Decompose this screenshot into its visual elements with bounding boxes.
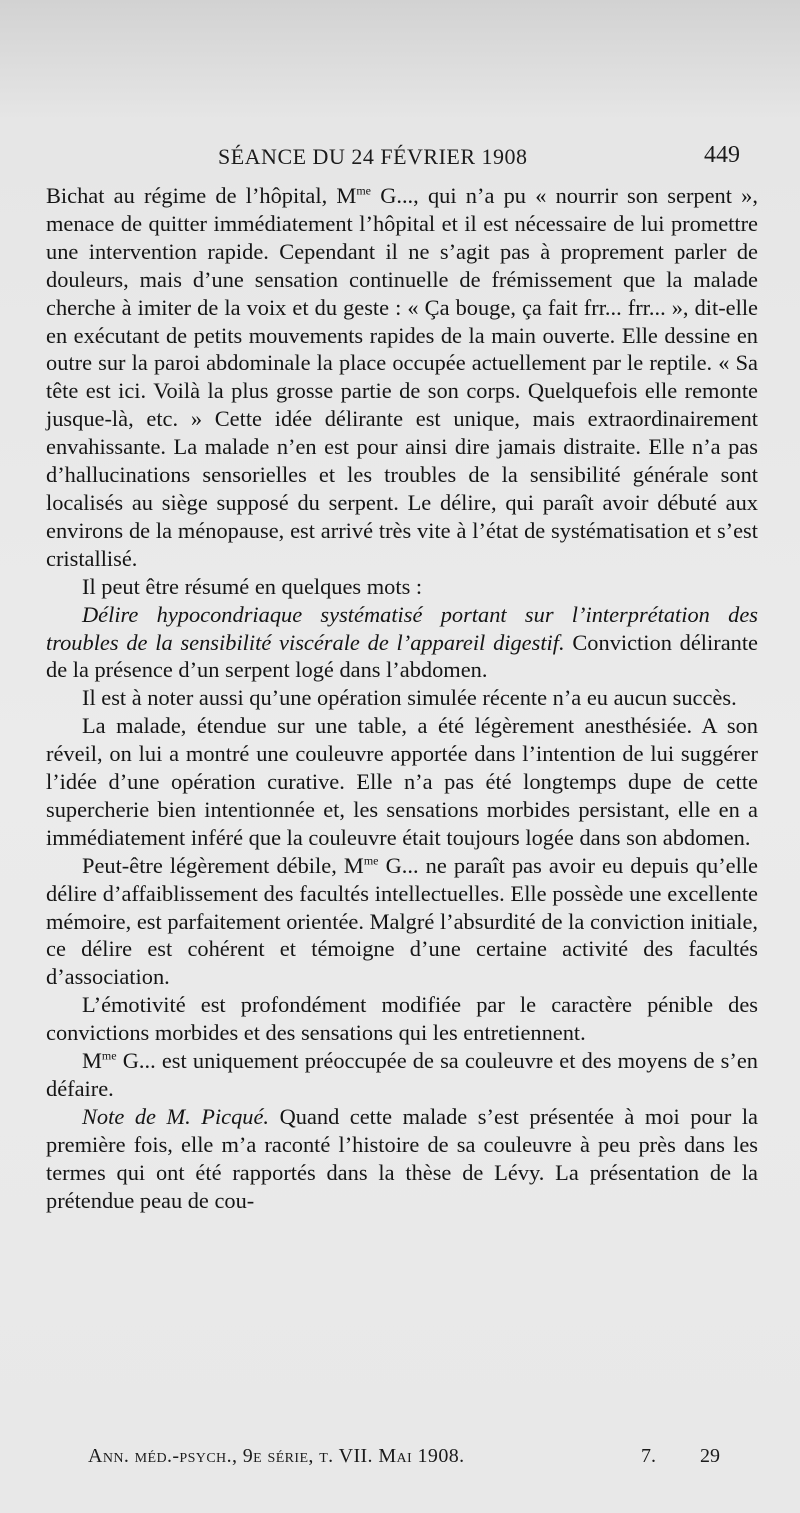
text-segment: Quand cette malade s’est présentée à moi pour la première fois, elle m’a raconté l’histoire de sa couleuvre à peu près dans les termes qui ont été rapportés dans la thèse de Lévy. La présentation de la prétendue peau de cou- <box>46 1103 758 1213</box>
text-segment: Il est à noter aussi qu’une opération simulée récente n’a eu aucun succès. <box>82 685 737 711</box>
paragraph <box>46 712 758 852</box>
paragraph <box>46 1103 758 1215</box>
signature-mark: 7. <box>641 1445 656 1467</box>
journal-citation: Ann. méd.-psych., 9e série, t. VII. Mai 1908. <box>88 1445 465 1467</box>
text-segment: La malade, étendue sur une table, a été légèrement anesthésiée. A son réveil, on lui a montré une couleuvre apportée dans l’intention de lui suggérer l’idée d’une opération curative. Elle n’a pas été longtemps dupe de cette supercherie bien intentionnée et, les sensations morbides persistant, elle en a immédiatement inféré que la couleuvre était toujours logée dans son abdomen. <box>46 713 758 850</box>
text-segment: G... est uniquement préoccupée de sa couleuvre et des moyens de s’en défaire. <box>46 1048 758 1101</box>
page-header <box>218 140 740 174</box>
text-segment: Conviction délirante de la présence d’un serpent logé dans l’abdomen. <box>46 629 758 683</box>
superscript-text: me <box>363 853 379 868</box>
text-segment: Il peut être résumé en quelques mots : <box>82 573 423 599</box>
italic-text: Note de M. Picqué. <box>82 1103 270 1129</box>
sheet-number: 29 <box>700 1445 720 1467</box>
page-footer <box>88 1445 720 1475</box>
text-segment: G... ne paraît pas avoir eu depuis qu’elle délire d’affaiblissement des facultés intellectuelles. Elle possède une excellente mémoire, est parfaitement orientée. Malgré l’absurdité de la conviction initiale, ce délire est cohérent et témoigne d’une certaine activité des facultés d’association. <box>46 852 758 990</box>
paragraph <box>46 601 758 685</box>
text-segment: G..., qui n’a pu « nourrir son serpent », menace de quitter immédiatement l’hôpital et il est nécessaire de lui promettre une intervention rapide. Cependant il ne s’agit pas à proprement parler de douleurs, mais d’une sensation continuelle de frémissement que la malade cherche à imiter de la voix et du geste : « Ça bouge, ça fait frr... frr... », dit-elle en exécutant de petits mouvements rapides de la main ouverte. Elle dessine en outre sur la paroi abdominale la place occupée actuellement par le reptile. « Sa tête est ici. Voilà la plus grosse partie de son corps. Quelquefois elle remonte jusque-là, etc. » Cette idée délirante est unique, mais extraordinairement envahissante. La malade n’en est pour ainsi dire jamais distraite. Elle n’a pas d’hallucinations sensorielles et les troubles de la sensibilité générale sont localisés au siège supposé du serpent. Le délire, qui paraît avoir débuté aux environs de la ménopause, est arrivé très vite à l’état de systématisation et s’est cristallisé. <box>46 183 758 571</box>
body-text <box>46 182 758 1215</box>
paragraph <box>46 1047 758 1103</box>
paragraph <box>46 684 758 712</box>
running-title: SÉANCE DU 24 FÉVRIER 1908 <box>218 144 528 169</box>
superscript-text: me <box>356 183 371 198</box>
text-segment: Bichat au régime de l’hôpital, M <box>46 183 357 208</box>
paragraph <box>46 852 758 992</box>
paragraph <box>46 573 758 601</box>
superscript-text: me <box>101 1048 117 1063</box>
italic-text: Délire hypocondriaque systématisé portant sur l’interprétation des troubles de la sensibilité viscérale de l’appareil digestif. <box>46 601 758 655</box>
text-segment: L’émotivité est profondément modifiée par le caractère pénible des convictions morbides et des sensations qui les entretiennent. <box>46 992 758 1046</box>
page-number: 449 <box>704 142 740 168</box>
paragraph <box>46 991 758 1047</box>
text-segment: Peut-être légèrement débile, M <box>82 852 364 878</box>
paragraph <box>46 182 758 573</box>
text-segment: M <box>82 1048 102 1074</box>
